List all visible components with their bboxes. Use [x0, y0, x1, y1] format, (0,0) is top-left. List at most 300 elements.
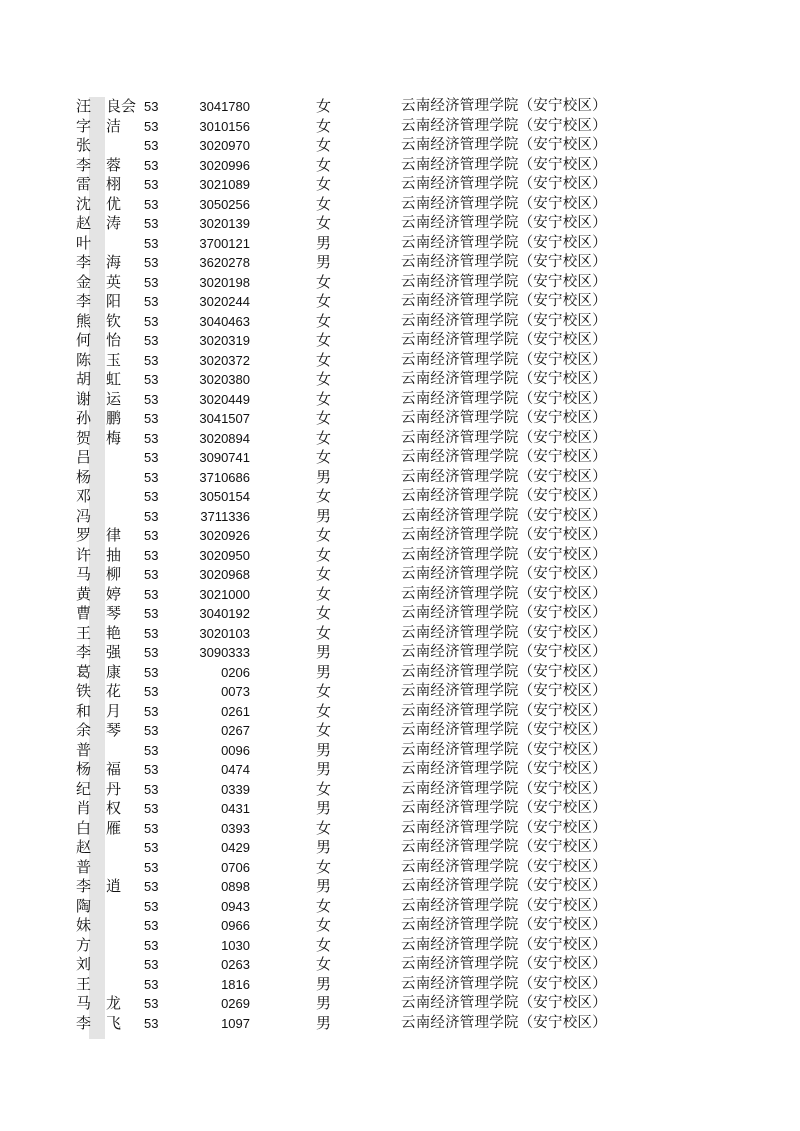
- surname-cell: 杨: [76, 467, 92, 486]
- province-code-cell: 53: [144, 372, 159, 387]
- given-name-cell: 福: [106, 760, 122, 778]
- gender-cell: 女: [316, 682, 332, 700]
- school-cell: 云南经济管理学院（安宁校区）: [401, 878, 607, 894]
- province-code-cell: 53: [144, 742, 159, 758]
- province-code-cell: 53: [144, 118, 159, 134]
- student-id-cell: 3020103: [199, 625, 250, 641]
- province-code-cell: 53: [144, 664, 159, 680]
- surname-cell: 许: [76, 545, 92, 564]
- surname-cell: 妹: [76, 916, 92, 934]
- surname-cell: 刘: [76, 955, 92, 973]
- gender-cell: 女: [316, 155, 332, 174]
- surname-cell: 李: [76, 643, 92, 661]
- table-row: [0, 370, 800, 390]
- surname-cell: 字: [76, 116, 92, 135]
- province-code-cell: 53: [144, 1015, 159, 1031]
- school-cell: 云南经济管理学院（安宁校区）: [401, 897, 607, 914]
- given-name-cell: 丹: [106, 779, 122, 798]
- province-code-cell: 53: [144, 723, 159, 738]
- gender-cell: 女: [316, 916, 332, 934]
- surname-cell: 罗: [76, 526, 92, 544]
- school-cell: 云南经济管理学院（安宁校区）: [401, 624, 607, 641]
- province-code-cell: 53: [144, 762, 159, 777]
- province-code-cell: 53: [144, 196, 159, 212]
- table-row: [0, 838, 800, 858]
- province-code-cell: 53: [144, 138, 159, 153]
- school-cell: 云南经济管理学院（安宁校区）: [401, 839, 607, 855]
- gender-cell: 男: [316, 994, 332, 1012]
- gender-cell: 男: [316, 838, 332, 856]
- table-row: [0, 916, 800, 936]
- given-name-cell: 龙: [106, 994, 122, 1012]
- given-name-cell: 良会: [106, 97, 137, 115]
- school-cell: 云南经济管理学院（安宁校区）: [401, 215, 607, 231]
- province-code-cell: 53: [144, 391, 159, 407]
- gender-cell: 女: [316, 311, 332, 330]
- province-code-cell: 53: [144, 294, 159, 309]
- surname-cell: 李: [76, 1013, 92, 1032]
- gender-cell: 女: [316, 818, 332, 837]
- surname-cell: 雷: [76, 175, 92, 193]
- table-row: [0, 936, 800, 956]
- surname-cell: 叶: [76, 233, 92, 252]
- student-id-cell: 3010156: [199, 118, 250, 134]
- gender-cell: 男: [316, 506, 332, 525]
- surname-cell: 沈: [76, 194, 92, 213]
- given-name-cell: 阳: [106, 292, 122, 310]
- surname-cell: 李: [76, 292, 92, 310]
- given-name-cell: 律: [106, 526, 122, 544]
- student-id-cell: 3041507: [199, 411, 250, 426]
- gender-cell: 男: [316, 1013, 332, 1032]
- given-name-cell: 康: [106, 662, 122, 681]
- province-code-cell: 53: [144, 918, 159, 933]
- school-cell: 云南经济管理学院（安宁校区）: [401, 819, 607, 836]
- student-id-cell: 0706: [221, 859, 250, 875]
- school-cell: 云南经济管理学院（安宁校区）: [401, 234, 607, 251]
- table-row: [0, 214, 800, 234]
- school-cell: 云南经济管理学院（安宁校区）: [401, 975, 607, 992]
- province-code-cell: 53: [144, 430, 159, 446]
- table-row: [0, 624, 800, 644]
- school-cell: 云南经济管理学院（安宁校区）: [401, 995, 607, 1011]
- gender-cell: 女: [316, 175, 332, 193]
- student-id-cell: 3020380: [199, 372, 250, 387]
- province-code-cell: 53: [144, 177, 159, 192]
- surname-cell: 金: [76, 272, 92, 291]
- surname-cell: 冯: [76, 506, 92, 525]
- surname-cell: 李: [76, 155, 92, 174]
- given-name-cell: 艳: [106, 623, 122, 642]
- gender-cell: 女: [316, 292, 332, 310]
- school-cell: 云南经济管理学院（安宁校区）: [401, 195, 607, 212]
- province-code-cell: 53: [144, 801, 159, 816]
- school-cell: 云南经济管理学院（安宁校区）: [401, 468, 607, 485]
- table-row: [0, 390, 800, 410]
- gender-cell: 女: [316, 935, 332, 954]
- given-name-cell: 玉: [106, 350, 122, 369]
- given-name-cell: 抽: [106, 545, 122, 564]
- table-row: [0, 799, 800, 819]
- gender-cell: 女: [316, 955, 332, 973]
- surname-cell: 孙: [76, 409, 92, 427]
- table-row: [0, 565, 800, 585]
- school-cell: 云南经济管理学院（安宁校区）: [401, 780, 607, 797]
- province-code-cell: 53: [144, 840, 159, 855]
- gender-cell: 男: [316, 877, 332, 895]
- student-id-cell: 0269: [221, 996, 250, 1011]
- school-cell: 云南经济管理学院（安宁校区）: [401, 858, 607, 875]
- gender-cell: 女: [316, 331, 332, 349]
- student-id-cell: 3040463: [199, 313, 250, 329]
- gender-cell: 女: [316, 350, 332, 369]
- table-row: [0, 663, 800, 683]
- table-row: [0, 702, 800, 722]
- gender-cell: 女: [316, 272, 332, 291]
- school-cell: 云南经济管理学院（安宁校区）: [401, 410, 607, 426]
- surname-cell: 赵: [76, 838, 92, 856]
- province-code-cell: 53: [144, 333, 159, 348]
- surname-cell: 普: [76, 740, 92, 759]
- surname-cell: 白: [76, 818, 92, 837]
- table-row: [0, 292, 800, 312]
- student-id-cell: 3620278: [199, 255, 250, 270]
- student-id-cell: 0474: [221, 762, 250, 777]
- surname-cell: 马: [76, 994, 92, 1012]
- gender-cell: 男: [316, 643, 332, 661]
- table-row: [0, 351, 800, 371]
- school-cell: 云南经济管理学院（安宁校区）: [401, 683, 607, 699]
- school-cell: 云南经济管理学院（安宁校区）: [401, 254, 607, 270]
- table-row: [0, 1014, 800, 1034]
- surname-cell: 余: [76, 721, 92, 739]
- given-name-cell: 强: [106, 643, 122, 661]
- table-row: [0, 546, 800, 566]
- student-id-cell: 3020319: [199, 333, 250, 348]
- school-cell: 云南经济管理学院（安宁校区）: [401, 390, 607, 407]
- table-row: [0, 253, 800, 273]
- school-cell: 云南经济管理学院（安宁校区）: [401, 273, 607, 290]
- surname-cell: 陈: [76, 350, 92, 369]
- gender-cell: 男: [316, 233, 332, 252]
- province-code-cell: 53: [144, 450, 159, 465]
- gender-cell: 女: [316, 721, 332, 739]
- surname-cell: 曹: [76, 604, 92, 622]
- surname-cell: 肖: [76, 799, 92, 817]
- gender-cell: 女: [316, 136, 332, 154]
- table-row: [0, 526, 800, 546]
- student-id-cell: 3020198: [199, 274, 250, 290]
- gender-cell: 女: [316, 604, 332, 622]
- student-id-cell: 3040192: [199, 606, 250, 621]
- province-code-cell: 53: [144, 489, 159, 504]
- school-cell: 云南经济管理学院（安宁校区）: [401, 527, 607, 543]
- given-name-cell: 钦: [106, 311, 122, 330]
- given-name-cell: 涛: [106, 214, 122, 232]
- surname-cell: 李: [76, 877, 92, 895]
- student-id-cell: 3021000: [199, 586, 250, 602]
- school-cell: 云南经济管理学院（安宁校区）: [401, 312, 607, 329]
- surname-cell: 胡: [76, 370, 92, 388]
- table-row: [0, 468, 800, 488]
- surname-cell: 王: [76, 623, 92, 642]
- given-name-cell: 月: [106, 701, 122, 720]
- province-code-cell: 53: [144, 625, 159, 641]
- table-row: [0, 156, 800, 176]
- given-name-cell: 梅: [106, 428, 122, 447]
- given-name-cell: 花: [106, 682, 122, 700]
- province-code-cell: 53: [144, 352, 159, 368]
- table-row: [0, 195, 800, 215]
- school-cell: 云南经济管理学院（安宁校区）: [401, 1014, 607, 1031]
- student-id-cell: 1816: [221, 976, 250, 992]
- table-row: [0, 487, 800, 507]
- school-cell: 云南经济管理学院（安宁校区）: [401, 332, 607, 348]
- province-code-cell: 53: [144, 976, 159, 992]
- student-id-cell: 3020894: [199, 430, 250, 446]
- school-cell: 云南经济管理学院（安宁校区）: [401, 761, 607, 777]
- table-row: [0, 234, 800, 254]
- table-row: [0, 955, 800, 975]
- given-name-cell: 英: [106, 272, 122, 291]
- student-id-cell: 3020244: [199, 294, 250, 309]
- school-cell: 云南经济管理学院（安宁校区）: [401, 605, 607, 621]
- surname-cell: 李: [76, 253, 92, 271]
- table-row: [0, 994, 800, 1014]
- school-cell: 云南经济管理学院（安宁校区）: [401, 176, 607, 192]
- student-id-cell: 1030: [221, 937, 250, 953]
- gender-cell: 女: [316, 448, 332, 466]
- student-id-cell: 3020139: [199, 216, 250, 231]
- student-id-cell: 3020970: [199, 138, 250, 153]
- student-id-cell: 0206: [221, 664, 250, 680]
- province-code-cell: 53: [144, 411, 159, 426]
- student-id-cell: 3020372: [199, 352, 250, 368]
- province-code-cell: 53: [144, 645, 159, 660]
- gender-cell: 女: [316, 584, 332, 603]
- surname-cell: 方: [76, 935, 92, 954]
- gender-cell: 女: [316, 116, 332, 135]
- gender-cell: 男: [316, 799, 332, 817]
- student-id-cell: 3020950: [199, 547, 250, 563]
- province-code-cell: 53: [144, 313, 159, 329]
- province-code-cell: 53: [144, 157, 159, 173]
- given-name-cell: 权: [106, 799, 122, 817]
- school-cell: 云南经济管理学院（安宁校区）: [401, 936, 607, 953]
- surname-cell: 贺: [76, 428, 92, 447]
- student-id-cell: 0261: [221, 703, 250, 719]
- surname-cell: 葛: [76, 662, 92, 681]
- province-code-cell: 53: [144, 606, 159, 621]
- surname-cell: 吕: [76, 448, 92, 466]
- gender-cell: 女: [316, 623, 332, 642]
- surname-cell: 赵: [76, 214, 92, 232]
- surname-cell: 陶: [76, 896, 92, 915]
- school-cell: 云南经济管理学院（安宁校区）: [401, 137, 607, 153]
- given-name-cell: 运: [106, 389, 122, 408]
- gender-cell: 女: [316, 97, 332, 115]
- school-cell: 云南经济管理学院（安宁校区）: [401, 371, 607, 387]
- gender-cell: 女: [316, 214, 332, 232]
- table-row: [0, 448, 800, 468]
- surname-cell: 谢: [76, 389, 92, 408]
- school-cell: 云南经济管理学院（安宁校区）: [401, 351, 607, 368]
- given-name-cell: 琴: [106, 721, 122, 739]
- student-id-cell: 0943: [221, 898, 250, 914]
- given-name-cell: 海: [106, 253, 122, 271]
- school-cell: 云南经济管理学院（安宁校区）: [401, 663, 607, 680]
- gender-cell: 女: [316, 701, 332, 720]
- surname-cell: 杨: [76, 760, 92, 778]
- table-row: [0, 760, 800, 780]
- student-id-cell: 0898: [221, 879, 250, 894]
- province-code-cell: 53: [144, 216, 159, 231]
- table-row: [0, 721, 800, 741]
- province-code-cell: 53: [144, 235, 159, 251]
- table-row: [0, 136, 800, 156]
- table-row: [0, 117, 800, 137]
- gender-cell: 男: [316, 467, 332, 486]
- gender-cell: 女: [316, 428, 332, 447]
- table-row: [0, 682, 800, 702]
- province-code-cell: 53: [144, 469, 159, 485]
- given-name-cell: 优: [106, 194, 122, 213]
- school-cell: 云南经济管理学院（安宁校区）: [401, 702, 607, 719]
- student-id-cell: 0073: [221, 684, 250, 699]
- school-cell: 云南经济管理学院（安宁校区）: [401, 488, 607, 504]
- surname-cell: 马: [76, 565, 92, 583]
- given-name-cell: 琴: [106, 604, 122, 622]
- table-row: [0, 429, 800, 449]
- school-cell: 云南经济管理学院（安宁校区）: [401, 507, 607, 524]
- surname-cell: 邓: [76, 487, 92, 505]
- given-name-cell: 虹: [106, 370, 122, 388]
- surname-cell: 汪: [76, 97, 92, 115]
- school-cell: 云南经济管理学院（安宁校区）: [401, 917, 607, 933]
- table-row: [0, 312, 800, 332]
- province-code-cell: 53: [144, 957, 159, 972]
- student-id-cell: 3090333: [199, 645, 250, 660]
- surname-cell: 铁: [76, 682, 92, 700]
- school-cell: 云南经济管理学院（安宁校区）: [401, 98, 607, 114]
- province-code-cell: 53: [144, 586, 159, 602]
- gender-cell: 女: [316, 526, 332, 544]
- student-id-cell: 3700121: [199, 235, 250, 251]
- table-row: [0, 780, 800, 800]
- surname-cell: 黄: [76, 584, 92, 603]
- student-id-cell: 0393: [221, 820, 250, 836]
- student-id-cell: 1097: [221, 1015, 250, 1031]
- province-code-cell: 53: [144, 99, 159, 114]
- gender-cell: 女: [316, 389, 332, 408]
- gender-cell: 女: [316, 409, 332, 427]
- student-id-cell: 3050256: [199, 196, 250, 212]
- given-name-cell: 柳: [106, 565, 122, 583]
- gender-cell: 男: [316, 740, 332, 759]
- table-row: [0, 858, 800, 878]
- school-cell: 云南经济管理学院（安宁校区）: [401, 117, 607, 134]
- province-code-cell: 53: [144, 274, 159, 290]
- table-row: [0, 409, 800, 429]
- surname-cell: 何: [76, 331, 92, 349]
- gender-cell: 男: [316, 760, 332, 778]
- gender-cell: 男: [316, 662, 332, 681]
- school-cell: 云南经济管理学院（安宁校区）: [401, 956, 607, 972]
- student-id-cell: 0431: [221, 801, 250, 816]
- student-id-cell: 3020996: [199, 157, 250, 173]
- province-code-cell: 53: [144, 820, 159, 836]
- student-id-cell: 3041780: [199, 99, 250, 114]
- surname-cell: 张: [76, 136, 92, 154]
- student-id-cell: 0263: [221, 957, 250, 972]
- surname-cell: 和: [76, 701, 92, 720]
- table-row: [0, 331, 800, 351]
- province-code-cell: 53: [144, 508, 159, 524]
- province-code-cell: 53: [144, 547, 159, 563]
- student-id-cell: 0339: [221, 781, 250, 797]
- table-row: [0, 175, 800, 195]
- province-code-cell: 53: [144, 528, 159, 543]
- province-code-cell: 53: [144, 567, 159, 582]
- student-id-cell: 3090741: [199, 450, 250, 465]
- surname-cell: 王: [76, 974, 92, 993]
- given-name-cell: 怡: [106, 331, 122, 349]
- province-code-cell: 53: [144, 684, 159, 699]
- table-row: [0, 897, 800, 917]
- gender-cell: 男: [316, 253, 332, 271]
- gender-cell: 女: [316, 779, 332, 798]
- surname-cell: 纪: [76, 779, 92, 798]
- province-code-cell: 53: [144, 879, 159, 894]
- surname-cell: 熊: [76, 311, 92, 330]
- province-code-cell: 53: [144, 898, 159, 914]
- school-cell: 云南经济管理学院（安宁校区）: [401, 566, 607, 582]
- given-name-cell: 逍: [106, 877, 122, 895]
- table-row: [0, 273, 800, 293]
- given-name-cell: 鹏: [106, 409, 122, 427]
- given-name-cell: 洁: [106, 116, 122, 135]
- province-code-cell: 53: [144, 781, 159, 797]
- table-row: [0, 507, 800, 527]
- school-cell: 云南经济管理学院（安宁校区）: [401, 585, 607, 602]
- table-row: [0, 97, 800, 117]
- gender-cell: 女: [316, 487, 332, 505]
- student-id-cell: 3020449: [199, 391, 250, 407]
- given-name-cell: 栩: [106, 175, 122, 193]
- table-row: [0, 975, 800, 995]
- given-name-cell: 飞: [106, 1013, 122, 1032]
- gender-cell: 男: [316, 974, 332, 993]
- school-cell: 云南经济管理学院（安宁校区）: [401, 546, 607, 563]
- student-id-cell: 3711336: [200, 508, 250, 524]
- student-id-cell: 3050154: [199, 489, 250, 504]
- table-row: [0, 585, 800, 605]
- student-id-cell: 3710686: [199, 469, 250, 485]
- school-cell: 云南经济管理学院（安宁校区）: [401, 741, 607, 758]
- given-name-cell: 雁: [106, 818, 122, 837]
- table-row: [0, 741, 800, 761]
- school-cell: 云南经济管理学院（安宁校区）: [401, 429, 607, 446]
- student-id-cell: 0267: [221, 723, 250, 738]
- school-cell: 云南经济管理学院（安宁校区）: [401, 156, 607, 173]
- province-code-cell: 53: [144, 703, 159, 719]
- gender-cell: 女: [316, 896, 332, 915]
- surname-cell: 普: [76, 857, 92, 876]
- student-id-cell: 0096: [221, 742, 250, 758]
- school-cell: 云南经济管理学院（安宁校区）: [401, 800, 607, 816]
- gender-cell: 女: [316, 857, 332, 876]
- given-name-cell: 婷: [106, 584, 122, 603]
